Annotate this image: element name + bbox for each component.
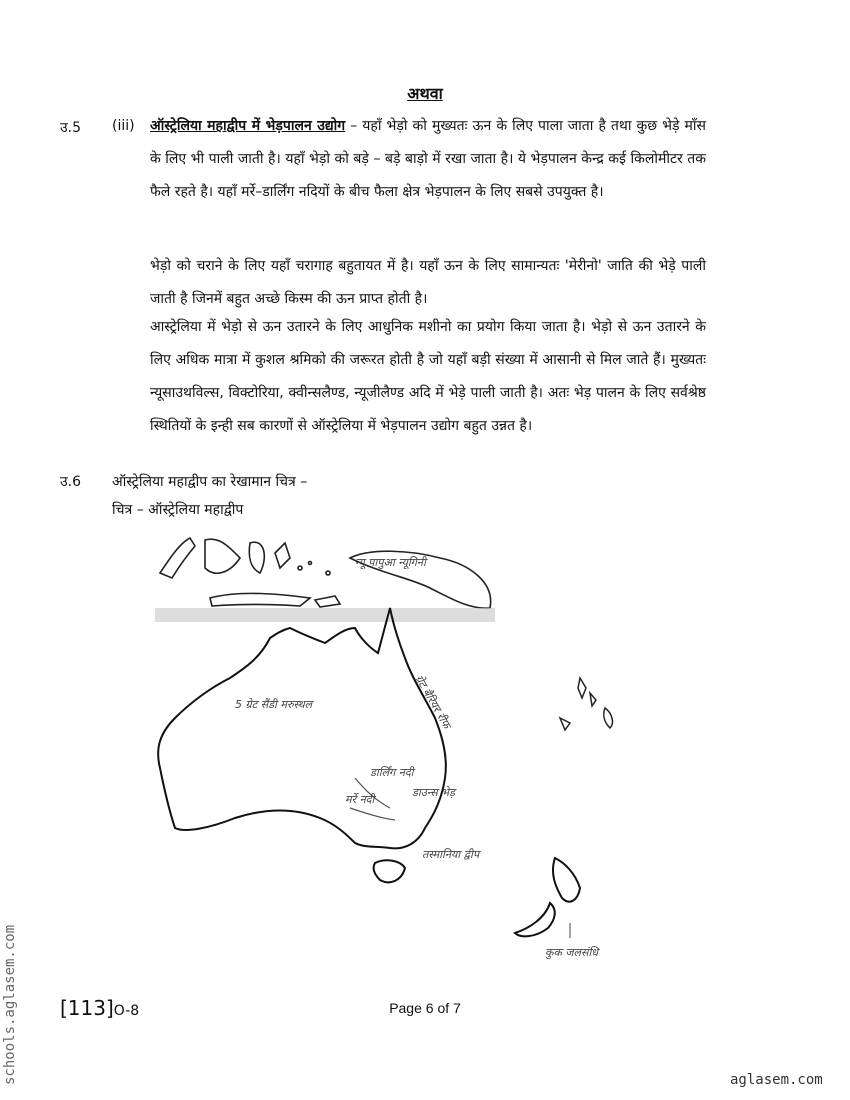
vertical-watermark: schools.aglasem.com (2, 924, 18, 1085)
heading-athava: अथवा (407, 84, 443, 103)
new-zealand-south (515, 903, 555, 936)
page-number: Page 6 of 7 (389, 1000, 461, 1016)
figure-caption: चित्र – ऑस्ट्रेलिया महाद्वीप (112, 502, 244, 518)
tasmania-island (374, 860, 405, 882)
pacific-islands (560, 678, 612, 730)
answer-paragraph-1 (150, 110, 706, 209)
islands-north (160, 538, 491, 608)
question-6-line: ऑस्ट्रेलिया महाद्वीप का रेखामान चित्र – (112, 474, 308, 490)
question-number-5: उ.5 (60, 120, 82, 136)
label-papua: न्यू पापुआ न्यूगिनी (355, 556, 426, 569)
australia-mainland (158, 608, 446, 848)
answer-paragraph-2: भेड़ो को चराने के लिए यहाँ चरागाह बहुतायत में है। यहाँ ऊन के लिए सामान्यतः 'मेरीनो' जाति की भेड़े पाली जाती है जिनमें बहुत अच्छे किस्म की ऊन प्राप्त होती है। (150, 258, 706, 307)
answer-paragraph-3: आस्ट्रेलिया में भेड़ो से ऊन उतारने के लिए आधुनिक मशीनो का प्रयोग किया जाता है। भेड़ो से ऊन उतारने के लिए अधिक मात्रा में कुशल श्रमिको की जरूरत होती है जो यहाँ बड़ी संख्या में आसानी से मिल जाते हैं। मुख्यतः न्यूसाउथविल्स, विक्टोरिया, क्वीन्सलैण्ड, न्यूजीलैण्ड अदि में भेड़े पाली जाती है। अतः भेड़ पालन के लिए सर्वश्रेष्ठ स्थितियों के इन्ही सब कारणों से ऑस्ट्रेलिया में भेड़पालन उद्योग बहुत उन्नत है। (150, 319, 706, 434)
label-tasmania: तस्मानिया द्वीप (422, 848, 480, 861)
murray-river-line (350, 808, 395, 820)
question-number-6: उ.6 (60, 474, 82, 490)
australia-map (150, 528, 670, 978)
label-reef: ग्रेट बैरियर रीफ (412, 673, 454, 731)
paper-code-suffix: O-8 (113, 1003, 140, 1019)
label-desert: 5 ग्रेट सैंडी मरुस्थल (235, 698, 313, 711)
tropic-shading (155, 608, 495, 622)
answer-title: ऑस्ट्रेलिया महाद्वीप में भेड़पालन उद्योग (150, 118, 346, 134)
paper-code-main: [113] (60, 996, 114, 1020)
site-name: aglasem.com (730, 1072, 823, 1088)
answer-paragraph-1-text: – यहाँ भेड़ो को मुख्यतः ऊन के लिए पाला जाता है तथा कुछ भेड़े माँस के लिए भी पाली जाती है। यहाँ भेड़ो को बड़े – बड़े बाड़ो में रखा जाता है। ये भेड़पालन केन्द्र कई किलोमीटर तक फैले रहते है। यहाँ मर्रे–डार्लिंग नदियों के बीच फैला क्षेत्र भेड़पालन के लिए सबसे उपयुक्त है। (150, 118, 706, 200)
label-cook-strait: कुक जलसंधि (545, 946, 599, 959)
label-murray: मर्रे नदी (345, 793, 375, 806)
label-darling: डार्लिंग नदी (370, 766, 414, 779)
label-downs: डाउन्स भेड़ (412, 786, 455, 799)
sub-part-iii: (iii) (112, 118, 135, 134)
new-zealand-north (553, 858, 580, 902)
